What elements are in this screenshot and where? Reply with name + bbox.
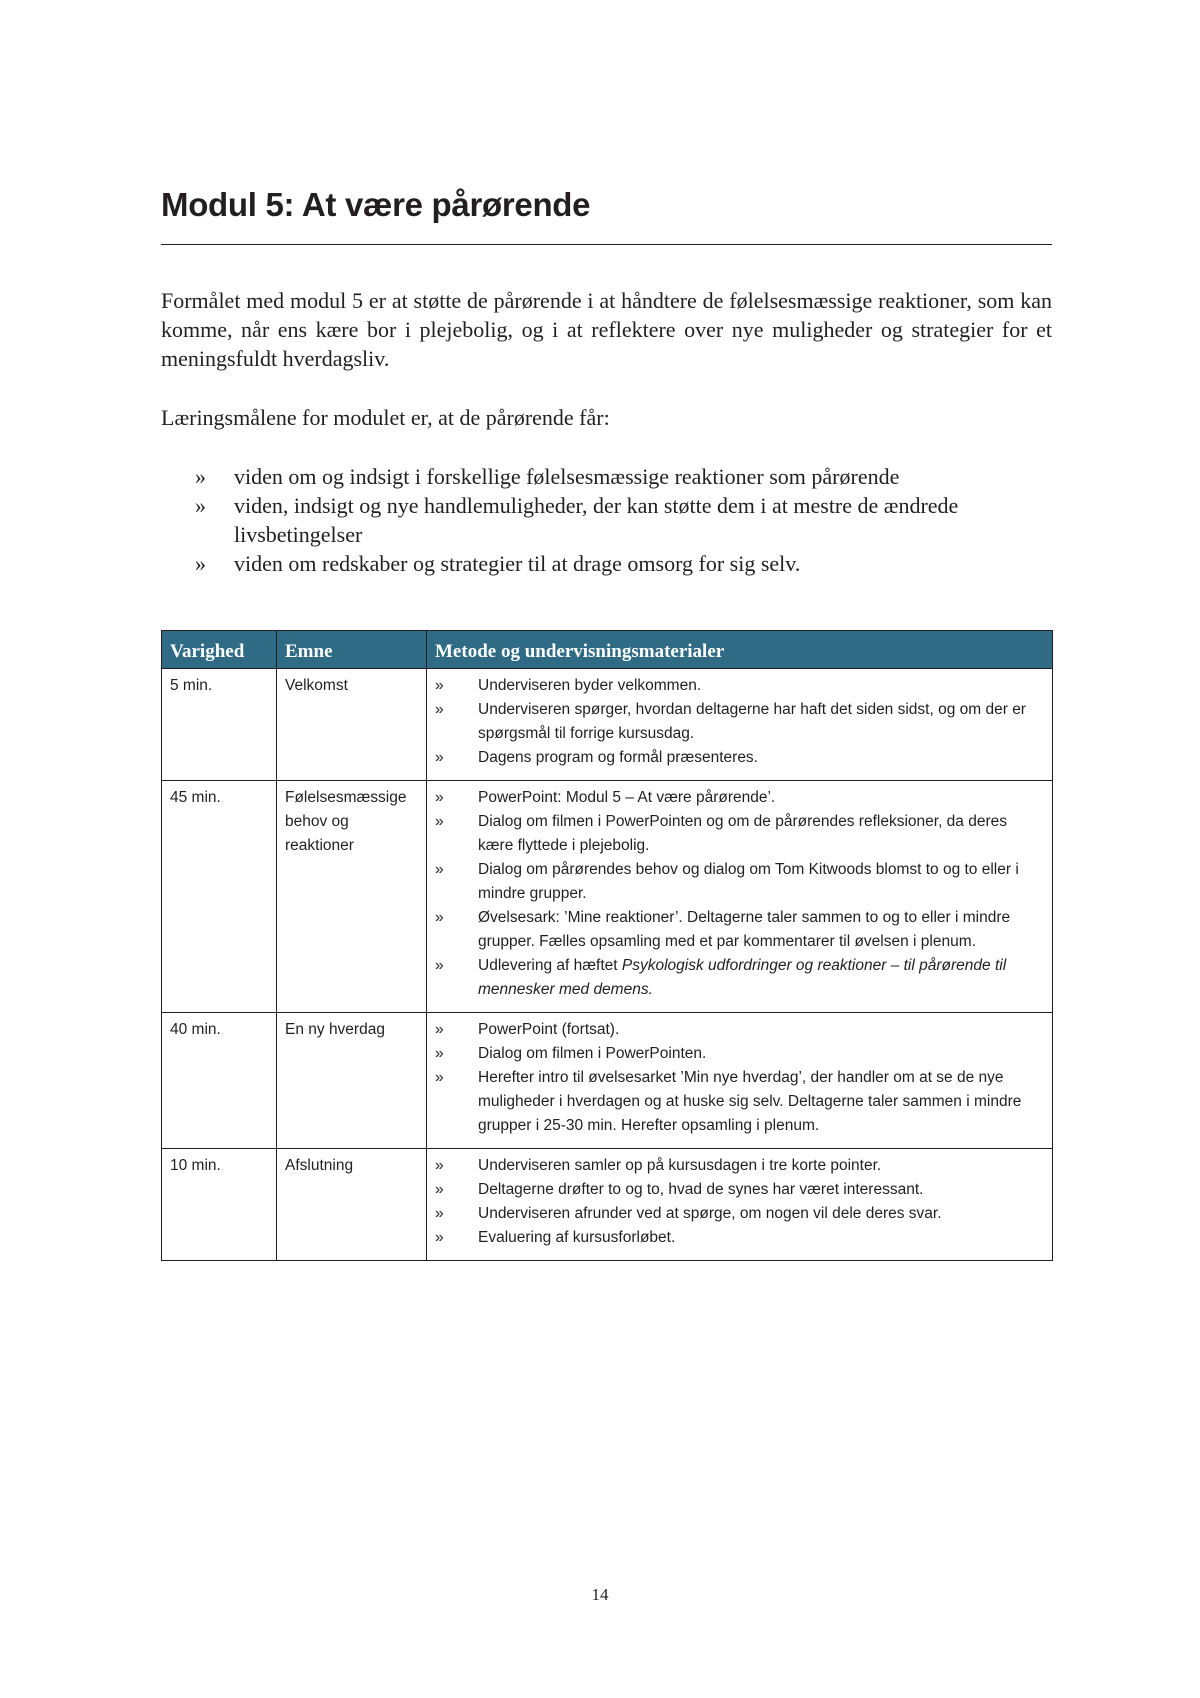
bullet-marker: »: [195, 551, 206, 576]
bullet-marker: »: [195, 493, 206, 518]
bullet-marker: »: [435, 789, 444, 806]
list-item: [435, 1042, 1044, 1066]
goal-text: viden om redskaber og strategier til at drage omsorg for sig selv.: [234, 551, 801, 576]
bullet-marker: »: [435, 749, 444, 766]
table-row: [162, 669, 1053, 781]
duration-cell: 5 min.: [162, 669, 277, 781]
duration-cell: 10 min.: [162, 1149, 277, 1261]
method-cell: [427, 669, 1053, 781]
bullet-marker: »: [435, 1021, 444, 1038]
method-text: PowerPoint (fortsat).: [478, 1021, 620, 1038]
method-text: Øvelsesark: ’Mine reaktioner’. Deltagerne taler sammen to og to eller i mindre grupper. Fælles opsamling med et par kommentarer til øvelsen i plenum.: [478, 909, 1011, 950]
handout-text: Udlevering af hæftet: [478, 957, 622, 974]
bullet-marker: »: [435, 1157, 444, 1174]
topic-cell: Følelsesmæssige behov og reaktioner: [277, 781, 427, 1013]
bullet-marker: »: [435, 1205, 444, 1222]
table-row: [162, 1149, 1053, 1261]
list-item: [435, 1226, 1044, 1250]
bullet-marker: »: [435, 813, 444, 830]
method-list: [435, 1154, 1044, 1250]
list-item: [435, 1066, 1044, 1138]
bullet-marker: »: [435, 861, 444, 878]
intro-paragraph: Formålet med modul 5 er at støtte de pårørende i at håndtere de følelsesmæssige reaktioner, som kan komme, når ens kære bor i plejebolig, og i at reflektere over nye muligheder og strategier for et meningsfuldt hverdagsliv.: [161, 288, 1052, 371]
header-method: Metode og undervisningsmaterialer: [427, 631, 1053, 669]
list-item: [435, 906, 1044, 954]
method-text: Deltagerne drøfter to og to, hvad de synes har været interessant.: [478, 1181, 924, 1198]
page-number: 14: [591, 1585, 609, 1604]
method-text: Herefter intro til øvelsesarket ’Min nye hverdag’, der handler om at se de nye muligheder i hverdagen og at huske sig selv. Deltagerne taler sammen i mindre grupper i 25-30 min. Herefter opsamling i plenum.: [478, 1069, 1022, 1134]
list-item: [435, 786, 1044, 810]
method-text: Underviseren afrunder ved at spørge, om nogen vil dele deres svar.: [478, 1205, 942, 1222]
topic-cell: Afslutning: [277, 1149, 427, 1261]
duration-cell: 40 min.: [162, 1013, 277, 1149]
header-topic: Emne: [277, 631, 427, 669]
bullet-marker: »: [435, 1181, 444, 1198]
method-list: [435, 674, 1044, 770]
list-item: [161, 491, 1052, 549]
bullet-marker: »: [435, 909, 444, 926]
method-list: [435, 1018, 1044, 1138]
method-text: Underviseren samler op på kursusdagen i tre korte pointer.: [478, 1157, 882, 1174]
table-row: [162, 1013, 1053, 1149]
list-item: [435, 1178, 1044, 1202]
topic-cell: Velkomst: [277, 669, 427, 781]
list-item: [435, 746, 1044, 770]
goals-lead: Læringsmålene for modulet er, at de pårørende får:: [161, 405, 610, 430]
page-title: Modul 5: At være pårørende: [161, 186, 591, 223]
bullet-marker: »: [435, 957, 444, 974]
list-item: [161, 462, 1052, 491]
list-item: [435, 1154, 1044, 1178]
goal-text: viden om og indsigt i forskellige følelsesmæssige reaktioner som pårørende: [234, 464, 900, 489]
header-duration: Varighed: [162, 631, 277, 669]
list-item: [435, 1018, 1044, 1042]
duration-cell: 45 min.: [162, 781, 277, 1013]
method-text: Underviseren byder velkommen.: [478, 677, 702, 694]
bullet-marker: »: [435, 1045, 444, 1062]
method-cell: [427, 781, 1053, 1013]
handout-title: Psykologisk udfordringer og reaktioner – til pårørende til mennesker med demens.: [478, 957, 1007, 998]
table-row: [162, 781, 1053, 1013]
list-item: [435, 1202, 1044, 1226]
method-text: Evaluering af kursusforløbet.: [478, 1229, 676, 1246]
bullet-marker: »: [435, 1229, 444, 1246]
bullet-marker: »: [435, 701, 444, 718]
method-cell: [427, 1149, 1053, 1261]
method-text: Dialog om pårørendes behov og dialog om Tom Kitwoods blomst to og to eller i mindre grupper.: [478, 861, 1019, 902]
method-list: [435, 786, 1044, 1002]
list-item: [435, 674, 1044, 698]
list-item: [435, 858, 1044, 906]
goal-text: viden, indsigt og nye handlemuligheder, der kan støtte dem i at mestre de ændrede livsbetingelser: [234, 493, 959, 547]
method-text: PowerPoint: Modul 5 – At være pårørende’.: [478, 789, 776, 806]
bullet-marker: »: [435, 677, 444, 694]
list-item: [435, 698, 1044, 746]
bullet-marker: »: [195, 464, 206, 489]
title-divider: [161, 244, 1052, 245]
goals-list: [161, 462, 1052, 578]
method-text: Underviseren spørger, hvordan deltagerne har haft det siden sidst, og om der er spørgsmål til forrige kursusdag.: [478, 701, 1026, 742]
method-text: Dagens program og formål præsenteres.: [478, 749, 758, 766]
list-item: [435, 810, 1044, 858]
method-text: Dialog om filmen i PowerPointen og om de pårørendes refleksioner, da deres kære flyttede i plejebolig.: [478, 813, 1007, 854]
schedule-table: [161, 630, 1053, 1261]
method-text: Dialog om filmen i PowerPointen.: [478, 1045, 707, 1062]
method-cell: [427, 1013, 1053, 1149]
method-text: [478, 957, 1006, 998]
list-item: [161, 549, 1052, 578]
bullet-marker: »: [435, 1069, 444, 1086]
list-item: [435, 954, 1044, 1002]
table-header-row: [162, 631, 1053, 669]
topic-cell: En ny hverdag: [277, 1013, 427, 1149]
